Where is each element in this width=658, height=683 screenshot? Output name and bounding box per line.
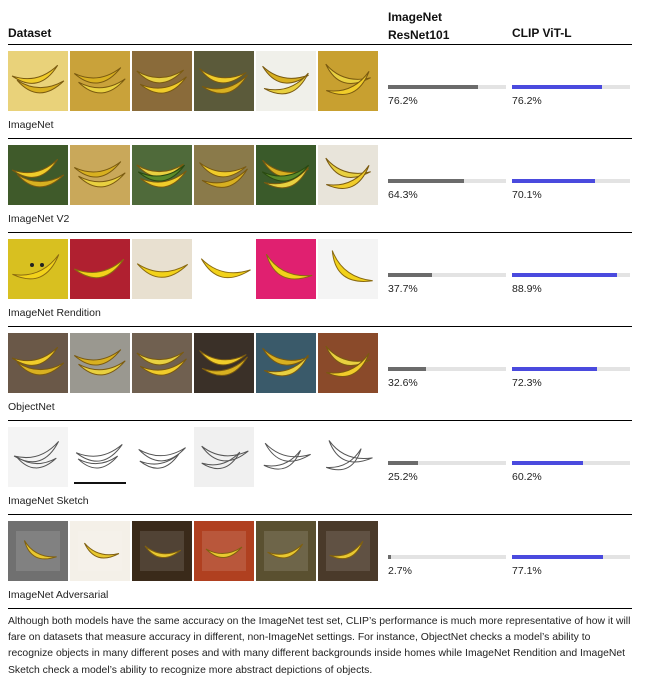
clip-value-label: 76.2% [512, 95, 542, 107]
thumbnail-image [70, 145, 130, 205]
resnet-value-label: 64.3% [388, 189, 418, 201]
resnet-value-label: 25.2% [388, 471, 418, 483]
thumbnail-image [70, 427, 130, 487]
figure-caption: Although both models have the same accuracy on the ImageNet test set, CLIP’s performance is much more representative of how it will fare on datasets that measure accuracy in different, non-ImageNet settings. For instance, ObjectNet checks a model’s ability to recognize objects in many different poses and with many different backgrounds inside homes while ImageNet Rendition and ImageNet Sketch check a model’s ability to recognize more abstract depictions of objects. [8, 616, 631, 676]
thumbnail-strip [8, 521, 378, 581]
resnet-bar-track [388, 273, 506, 277]
dataset-label: ObjectNet [8, 401, 55, 413]
resnet-header-line2: ResNet101 [388, 28, 450, 42]
clip-bar-track [512, 179, 630, 183]
resnet-value-label: 32.6% [388, 377, 418, 389]
clip-bar-track [512, 555, 630, 559]
clip-bar-track [512, 85, 630, 89]
clip-bar [512, 461, 583, 465]
dataset-row [8, 515, 632, 609]
clip-value-label: 77.1% [512, 565, 542, 577]
resnet-value-label: 76.2% [388, 95, 418, 107]
thumbnail-image [132, 239, 192, 299]
clip-bar [512, 555, 603, 559]
thumbnail-image [256, 333, 316, 393]
thumbnail-image [194, 239, 254, 299]
thumbnail-image [194, 51, 254, 111]
dataset-label: ImageNet Sketch [8, 495, 89, 507]
dataset-rows [8, 45, 632, 609]
thumbnail-image [70, 521, 130, 581]
thumbnail-image [70, 239, 130, 299]
resnet-bar-track [388, 85, 506, 89]
thumbnail-image [318, 521, 378, 581]
resnet-bar [388, 179, 464, 183]
thumbnail-image [8, 333, 68, 393]
thumbnail-image [70, 333, 130, 393]
thumbnail-image [256, 521, 316, 581]
thumbnail-image [8, 51, 68, 111]
clip-bar [512, 367, 597, 371]
thumbnail-image [132, 427, 192, 487]
thumbnail-image [8, 521, 68, 581]
clip-value-label: 88.9% [512, 283, 542, 295]
clip-value-label: 60.2% [512, 471, 542, 483]
clip-bar [512, 179, 595, 183]
thumbnail-image [132, 521, 192, 581]
thumbnail-image [318, 333, 378, 393]
resnet-bar [388, 555, 391, 559]
dataset-label: ImageNet [8, 119, 54, 131]
resnet-bar [388, 461, 418, 465]
clip-value-label: 70.1% [512, 189, 542, 201]
thumbnail-image [194, 521, 254, 581]
thumbnail-image [318, 145, 378, 205]
resnet-bar [388, 273, 432, 277]
dataset-row [8, 327, 632, 421]
thumbnail-image [8, 239, 68, 299]
resnet-header-line1: ImageNet [388, 10, 443, 24]
dataset-label: ImageNet Rendition [8, 307, 101, 319]
thumbnail-image [256, 427, 316, 487]
resnet-column-header [388, 8, 449, 44]
dataset-row [8, 45, 632, 139]
clip-column-header: CLIP ViT-L [512, 26, 572, 40]
thumbnail-image [318, 427, 378, 487]
thumbnail-image [318, 51, 378, 111]
thumbnail-image [8, 427, 68, 487]
resnet-bar [388, 367, 426, 371]
resnet-bar-track [388, 461, 506, 465]
dataset-label: ImageNet V2 [8, 213, 70, 225]
thumbnail-strip [8, 333, 378, 393]
thumbnail-strip [8, 145, 378, 205]
thumbnail-image [318, 239, 378, 299]
thumbnail-image [194, 145, 254, 205]
clip-bar-track [512, 367, 630, 371]
dataset-row [8, 421, 632, 515]
thumbnail-image [70, 51, 130, 111]
resnet-bar-track [388, 367, 506, 371]
thumbnail-image [132, 333, 192, 393]
thumbnail-strip [8, 51, 378, 111]
clip-value-label: 72.3% [512, 377, 542, 389]
dataset-column-header: Dataset [8, 26, 52, 40]
clip-bar-track [512, 273, 630, 277]
thumbnail-image [8, 145, 68, 205]
thumbnail-image [132, 145, 192, 205]
dataset-row [8, 233, 632, 327]
thumbnail-image [132, 51, 192, 111]
resnet-value-label: 37.7% [388, 283, 418, 295]
clip-bar-track [512, 461, 630, 465]
clip-bar [512, 273, 617, 277]
dataset-label: ImageNet Adversarial [8, 589, 109, 601]
resnet-bar-track [388, 179, 506, 183]
thumbnail-strip [8, 427, 378, 487]
clip-bar [512, 85, 602, 89]
thumbnail-image [256, 51, 316, 111]
thumbnail-image [256, 239, 316, 299]
thumbnail-image [194, 427, 254, 487]
table-header [8, 0, 632, 45]
resnet-bar-track [388, 555, 506, 559]
thumbnail-image [256, 145, 316, 205]
thumbnail-image [194, 333, 254, 393]
resnet-value-label: 2.7% [388, 565, 412, 577]
thumbnail-strip [8, 239, 378, 299]
resnet-bar [388, 85, 478, 89]
dataset-row [8, 139, 632, 233]
